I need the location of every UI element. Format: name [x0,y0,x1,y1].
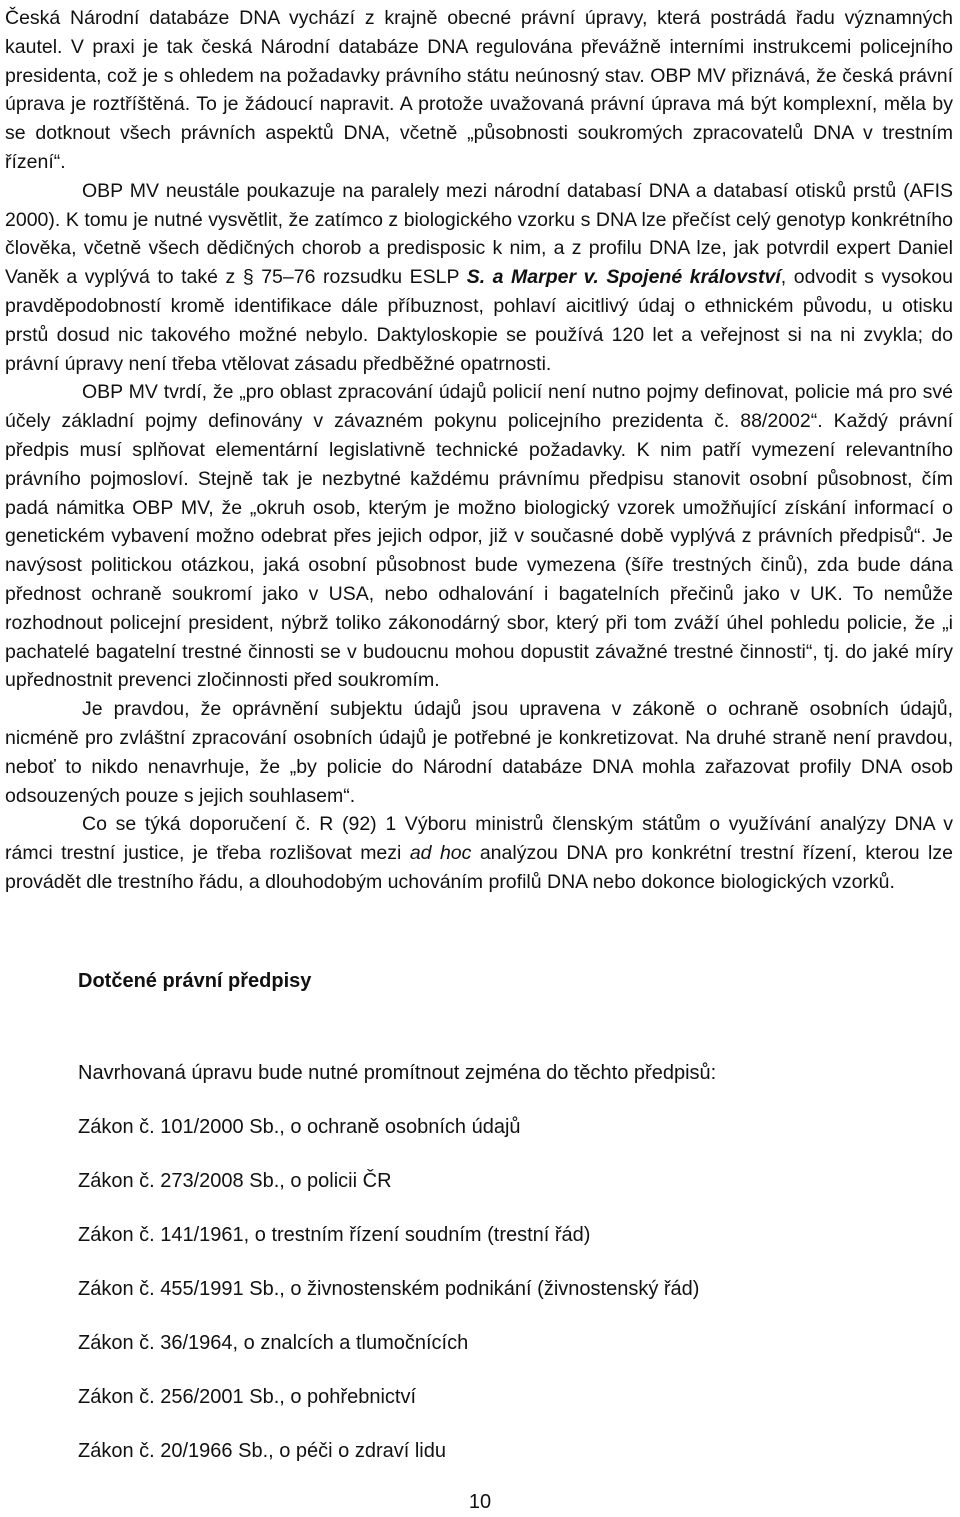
case-name: S. a Marper v. Spojené království [466,266,781,289]
document-body [5,4,953,897]
paragraph-text: analýzou DNA pro konkrétní trestní řízení, kterou lze provádět dle trestního řádu, a dlouhodobým uchováním profilů DNA nebo dokonce biologických vzorků. [5,842,953,893]
italic-term: ad hoc [409,842,472,865]
law-item: Zákon č. 36/1964, o znalcích a tlumočnících [78,1331,469,1354]
laws-intro: Navrhovaná úpravu bude nutné promítnout zejména do těchto předpisů: [78,1061,717,1084]
section-title: Dotčené právní předpisy [78,969,312,992]
law-item: Zákon č. 20/1966 Sb., o péči o zdraví lidu [78,1439,446,1462]
law-item: Zákon č. 273/2008 Sb., o policii ČR [78,1169,392,1192]
law-item: Zákon č. 141/1961, o trestním řízení soudním (trestní řád) [78,1223,591,1246]
paragraph-text: Je pravdou, že oprávnění subjektu údajů jsou upravena v zákoně o ochraně osobních údajů, nicméně pro zvláštní zpracování osobních údajů je potřebné je konkretizovat. Na druhé straně není pravdou, neboť to nikdo nenavrhuje, že „by policie do Národní databáze DNA mohla zařazovat profily DNA osob odsouzených pouze s jejich souhlasem“. [5,698,953,807]
page-number: 10 [468,1491,492,1513]
paragraph [5,378,953,695]
law-item: Zákon č. 256/2001 Sb., o pohřebnictví [78,1385,416,1408]
paragraph [5,810,953,896]
paragraph-text: , odvodit s vysokou pravděpodobností kromě identifikace dále příbuznost, pohlaví aicitlivý údaj o ethnickém původu, u otisku prstů dosud nic takového možné nebylo. Daktyloskopie se používá 120 let a veřejnost si na ni zvykla; do právní úpravy není třeba vtělovat zásadu předběžné opatrnosti. [5,266,954,375]
paragraph [5,695,953,810]
paragraph-text: OBP MV neustále poukazuje na paralely mezi národní databasí DNA a databasí otisků prstů (AFIS 2000). K tomu je nutné vysvětlit, že zatímco z biologického vzorku s DNA lze přečíst celý genotyp konkrétního člověka, včetně všech dědičných chorob a predisposic k nim, a z profilu DNA lze, jak potvrdil expert Daniel Vaněk a vyplývá to také z § 75–76 rozsudku ESLP [5,179,953,289]
paragraph [5,4,953,177]
law-item: Zákon č. 101/2000 Sb., o ochraně osobních údajů [78,1115,521,1138]
paragraph-text: Česká Národní databáze DNA vychází z krajně obecné právní úpravy, která postrádá řadu významných kautel. V praxi je tak česká Národní databáze DNA regulována převážně interními instrukcemi policejního presidenta, což je s ohledem na požadavky právního státu neúnosný stav. OBP MV přiznává, že česká právní úprava je roztříštěná. To je žádoucí napravit. A protože uvažovaná právní úprava má být komplexní, měla by se dotknout všech právních aspektů DNA, včetně „působnosti soukromých zpracovatelů DNA v trestním řízení“. [5,7,953,173]
paragraph [5,177,953,379]
paragraph-text: OBP MV tvrdí, že „pro oblast zpracování údajů policií není nutno pojmy definovat, policie má pro své účely základní pojmy definovány v závazném pokynu policejního prezidenta č. 88/2002“. Každý právní předpis musí splňovat elementární legislativně technické požadavky. K nim patří vymezení relevantního právního pojmosloví. Stejně tak je nezbytné každému právnímu předpisu stanovit osobní působnost, čím padá námitka OBP MV, že „okruh osob, kterým je možno biologický vzorek umožňující získání informací o genetickém vybavení možno odebrat přes jejich odpor, již v současné době vyplývá z právních předpisů“. Je navýsost politickou otázkou, jaká osobní působnost bude vymezena (šíře trestných činů), zda bude dána přednost ochraně soukromí jako v USA, nebo odhalování i bagatelních přečinů jako v UK. To nemůže rozhodnout policejní president, nýbrž toliko zákonodárný sbor, který při tom zváží úhel pohledu policie, že „i pachatelé bagatelní trestné činnosti se v budoucnu mohou dopustit závažné trestné činnosti“, tj. do jaké míry upřednostnit prevenci zločinnosti před soukromím. [5,381,953,692]
law-item: Zákon č. 455/1991 Sb., o živnostenském podnikání (živnostenský řád) [78,1277,700,1300]
laws-list [5,1113,953,1465]
paragraph-text: Co se týká doporučení č. R (92) 1 Výboru ministrů členským státům o využívání analýzy DNA v rámci trestní justice, je třeba rozlišovat mezi [5,813,953,865]
